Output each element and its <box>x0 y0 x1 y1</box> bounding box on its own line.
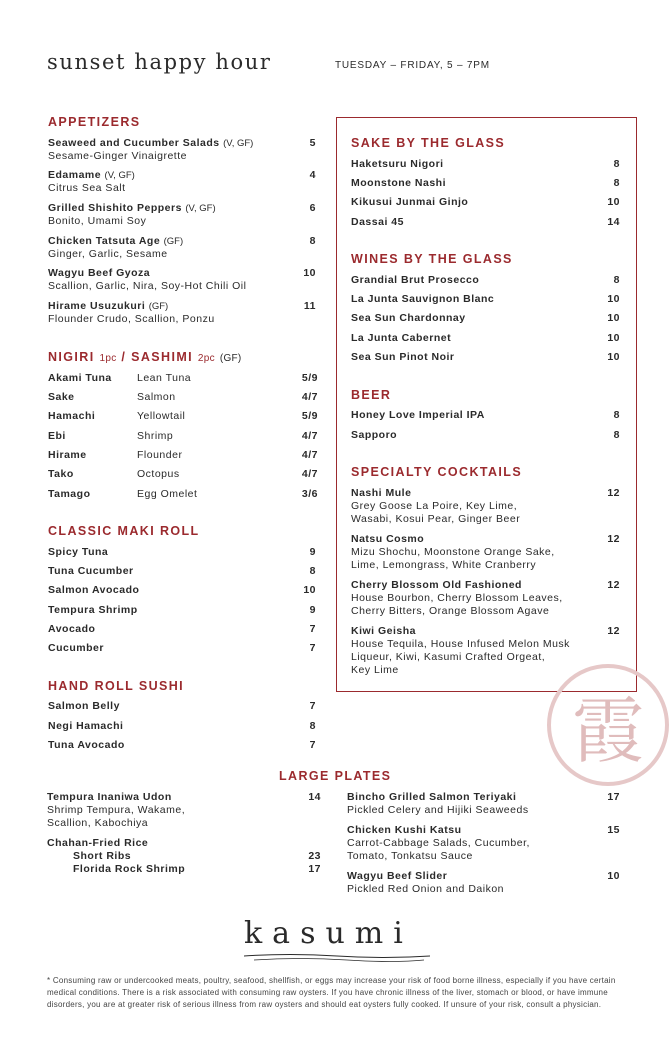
item-desc: Pickled Red Onion and Daikon <box>347 883 505 895</box>
logo-waves-icon <box>244 953 430 963</box>
item-price: 14 <box>308 791 321 803</box>
kasumi-logo: kasumi <box>244 916 413 951</box>
menu-item <box>48 623 316 637</box>
item-price: 12 <box>607 533 620 545</box>
wines-heading: WINES BY THE GLASS <box>351 252 513 266</box>
item-name: Sapporo <box>351 429 398 441</box>
item-name: Tako <box>48 468 74 480</box>
health-disclaimer: * Consuming raw or undercooked meats, poultry, seafood, shellfish, or eggs may increase your risk of food borne illness, especially if you have certain medical conditions. There is a risk associated with consuming raw oysters. If you have chronic illness of the liver, stomach or blood, or have immune disorders, you are at greater risk of serious illness from raw oysters and should eat oysters fully cooked. If unsure of your risk, consult a physician. <box>47 976 616 1009</box>
menu-item <box>48 546 316 560</box>
menu-item <box>48 642 316 656</box>
menu-item <box>48 720 316 734</box>
menu-item <box>48 235 316 260</box>
item-name: Salmon Belly <box>48 700 120 712</box>
item-price: 15 <box>607 824 620 836</box>
item-price: 5/9 <box>301 372 318 384</box>
menu-item <box>48 267 316 292</box>
item-price: 4 <box>309 169 316 181</box>
item-price: 12 <box>607 487 620 499</box>
item-price: 4/7 <box>301 391 318 403</box>
menu-item <box>351 487 620 525</box>
item-name: Honey Love Imperial IPA <box>351 409 485 421</box>
menu-item <box>351 274 620 288</box>
item-price: 10 <box>607 351 620 363</box>
menu-item <box>351 533 620 571</box>
item-english: Yellowtail <box>137 410 186 422</box>
item-price: 17 <box>607 791 620 803</box>
item-name: Cucumber <box>48 642 104 654</box>
item-name: Sea Sun Chardonnay <box>351 312 466 324</box>
item-desc: Cherry Bitters, Orange Blossom Agave <box>351 605 550 617</box>
menu-item-option <box>73 850 321 864</box>
item-desc: Tomato, Tonkatsu Sauce <box>347 850 473 862</box>
option-price: 23 <box>308 850 321 862</box>
item-name: Chicken Tatsuta Age <box>48 235 161 247</box>
item-name: Grandial Brut Prosecco <box>351 274 480 286</box>
item-desc: Flounder Crudo, Scallion, Ponzu <box>48 313 215 325</box>
item-name: Grilled Shishito Peppers <box>48 202 182 214</box>
large-plates-heading: LARGE PLATES <box>279 769 392 783</box>
item-tag: (V, GF) <box>185 203 216 214</box>
item-name: Tamago <box>48 488 91 500</box>
happy-hour-times: TUESDAY – FRIDAY, 5 – 7PM <box>335 60 490 71</box>
menu-item <box>351 429 620 443</box>
menu-item <box>48 584 316 598</box>
sake-heading: SAKE BY THE GLASS <box>351 136 506 150</box>
item-tag: (V, GF) <box>104 170 135 181</box>
page-title: sunset happy hour <box>47 50 272 74</box>
item-desc: House Tequila, House Infused Melon Musk <box>351 638 570 650</box>
item-desc: Bonito, Umami Soy <box>48 215 147 227</box>
item-price: 11 <box>303 300 316 312</box>
item-name: Seaweed and Cucumber Salads <box>48 137 220 149</box>
item-english: Shrimp <box>137 430 174 442</box>
item-price: 6 <box>309 202 316 214</box>
item-price: 8 <box>309 565 316 577</box>
sashimi-pieces: 2pc <box>197 353 215 364</box>
item-name: Hamachi <box>48 410 96 422</box>
item-name: Wagyu Beef Slider <box>347 870 448 882</box>
item-price: 12 <box>607 625 620 637</box>
item-english: Salmon <box>137 391 176 403</box>
sashimi-label: SASHIMI <box>131 350 194 364</box>
item-desc: Grey Goose La Poire, Key Lime, <box>351 500 518 512</box>
item-price: 4/7 <box>301 468 318 480</box>
item-name: Tempura Shrimp <box>48 604 138 616</box>
item-name: Edamame <box>48 169 102 181</box>
item-name: Nashi Mule <box>351 487 412 499</box>
menu-item-option <box>73 863 321 877</box>
menu-item <box>351 196 620 210</box>
menu-item <box>48 565 316 579</box>
nigiri-label: NIGIRI <box>48 350 95 364</box>
menu-item <box>48 137 316 162</box>
menu-item <box>351 312 620 326</box>
menu-item <box>48 468 318 482</box>
item-price: 8 <box>613 409 620 421</box>
item-price: 8 <box>613 158 620 170</box>
menu-item <box>48 372 318 386</box>
item-desc: Mizu Shochu, Moonstone Orange Sake, <box>351 546 555 558</box>
item-price: 5 <box>309 137 316 149</box>
menu-item <box>48 739 316 753</box>
item-english: Flounder <box>137 449 183 461</box>
menu-item <box>47 791 321 829</box>
item-desc: Sesame-Ginger Vinaigrette <box>48 150 187 162</box>
item-name: Hirame Usuzukuri <box>48 300 146 312</box>
item-price: 4/7 <box>301 430 318 442</box>
item-desc: Key Lime <box>351 664 399 676</box>
item-name: La Junta Cabernet <box>351 332 452 344</box>
item-price: 10 <box>607 870 620 882</box>
menu-item <box>48 169 316 194</box>
item-name: Kikusui Junmai Ginjo <box>351 196 469 208</box>
appetizers-heading: APPETIZERS <box>48 115 141 129</box>
menu-item <box>347 824 620 862</box>
cocktails-heading: SPECIALTY COCKTAILS <box>351 465 523 479</box>
item-price: 14 <box>607 216 620 228</box>
item-tag: (V, GF) <box>223 138 254 149</box>
item-name: Haketsuru Nigori <box>351 158 444 170</box>
item-desc: Scallion, Garlic, Nira, Soy-Hot Chili Oil <box>48 280 247 292</box>
item-name: Cherry Blossom Old Fashioned <box>351 579 522 591</box>
item-desc: Liqueur, Kiwi, Kasumi Crafted Orgeat, <box>351 651 546 663</box>
menu-item <box>48 488 318 502</box>
item-name: Tempura Inaniwa Udon <box>47 791 172 803</box>
item-price: 12 <box>607 579 620 591</box>
item-english: Lean Tuna <box>137 372 192 384</box>
item-price: 3/6 <box>301 488 318 500</box>
item-price: 7 <box>309 642 316 654</box>
menu-item <box>48 430 318 444</box>
item-desc: Wasabi, Kosui Pear, Ginger Beer <box>351 513 521 525</box>
item-name: Avocado <box>48 623 96 635</box>
item-name: Kiwi Geisha <box>351 625 417 637</box>
item-price: 7 <box>309 623 316 635</box>
item-price: 8 <box>309 235 316 247</box>
item-desc: Shrimp Tempura, Wakame, <box>47 804 186 816</box>
menu-item <box>351 625 620 676</box>
option-name: Short Ribs <box>73 850 132 862</box>
item-name: Bincho Grilled Salmon Teriyaki <box>347 791 517 803</box>
item-price: 7 <box>309 739 316 751</box>
menu-item <box>351 293 620 307</box>
item-name: Spicy Tuna <box>48 546 109 558</box>
item-price: 10 <box>303 267 316 279</box>
item-name: Natsu Cosmo <box>351 533 425 545</box>
menu-item <box>351 351 620 365</box>
item-desc: Carrot-Cabbage Salads, Cucumber, <box>347 837 530 849</box>
item-english: Octopus <box>137 468 180 480</box>
menu-item <box>48 449 318 463</box>
item-price: 7 <box>309 700 316 712</box>
item-tag: (GF) <box>148 301 169 312</box>
menu-item <box>351 409 620 423</box>
menu-item <box>351 579 620 617</box>
menu-item <box>347 870 620 895</box>
menu-item <box>351 158 620 172</box>
item-price: 8 <box>613 429 620 441</box>
item-tag: (GF) <box>163 236 184 247</box>
item-price: 8 <box>309 720 316 732</box>
item-name: La Junta Sauvignon Blanc <box>351 293 495 305</box>
item-name: Salmon Avocado <box>48 584 140 596</box>
item-name: Tuna Cucumber <box>48 565 134 577</box>
item-name: Ebi <box>48 430 66 442</box>
menu-item <box>48 202 316 227</box>
item-desc: Ginger, Garlic, Sesame <box>48 248 168 260</box>
item-name: Chicken Kushi Katsu <box>347 824 462 836</box>
item-name: Negi Hamachi <box>48 720 124 732</box>
menu-item <box>48 700 316 714</box>
menu-item <box>351 332 620 346</box>
menu-item <box>347 791 620 816</box>
item-price: 10 <box>607 293 620 305</box>
item-price: 8 <box>613 177 620 189</box>
beer-heading: BEER <box>351 388 392 402</box>
menu-item <box>351 177 620 191</box>
item-price: 10 <box>607 312 620 324</box>
item-price: 9 <box>309 546 316 558</box>
menu-item <box>47 837 321 851</box>
nigiri-sashimi-heading <box>48 350 242 364</box>
item-price: 10 <box>607 332 620 344</box>
kasumi-seal-stamp: 霞 <box>547 664 669 786</box>
item-name: Chahan-Fried Rice <box>47 837 149 849</box>
item-name: Sea Sun Pinot Noir <box>351 351 455 363</box>
menu-item <box>48 410 318 424</box>
item-price: 8 <box>613 274 620 286</box>
item-price: 9 <box>309 604 316 616</box>
slash: / <box>121 350 127 364</box>
menu-item <box>48 604 316 618</box>
menu-item <box>351 216 620 230</box>
nigiri-pieces: 1pc <box>99 353 117 364</box>
menu-item <box>48 391 318 405</box>
item-price: 10 <box>607 196 620 208</box>
gf-tag: (GF) <box>219 353 242 364</box>
item-price: 5/9 <box>301 410 318 422</box>
item-name: Tuna Avocado <box>48 739 125 751</box>
item-name: Sake <box>48 391 75 403</box>
menu-item <box>48 300 316 325</box>
item-name: Akami Tuna <box>48 372 112 384</box>
item-desc: Citrus Sea Salt <box>48 182 126 194</box>
maki-heading: CLASSIC MAKI ROLL <box>48 524 200 538</box>
item-name: Moonstone Nashi <box>351 177 447 189</box>
item-name: Dassai 45 <box>351 216 404 228</box>
item-price: 4/7 <box>301 449 318 461</box>
item-desc: Lime, Lemongrass, White Cranberry <box>351 559 537 571</box>
option-price: 17 <box>308 863 321 875</box>
item-name: Hirame <box>48 449 87 461</box>
item-desc: Scallion, Kabochiya <box>47 817 149 829</box>
item-english: Egg Omelet <box>137 488 198 500</box>
item-name: Wagyu Beef Gyoza <box>48 267 151 279</box>
item-price: 10 <box>303 584 316 596</box>
option-name: Florida Rock Shrimp <box>73 863 186 875</box>
item-desc: Pickled Celery and Hijiki Seaweeds <box>347 804 529 816</box>
hand-roll-heading: HAND ROLL SUSHI <box>48 679 185 693</box>
item-desc: House Bourbon, Cherry Blossom Leaves, <box>351 592 563 604</box>
